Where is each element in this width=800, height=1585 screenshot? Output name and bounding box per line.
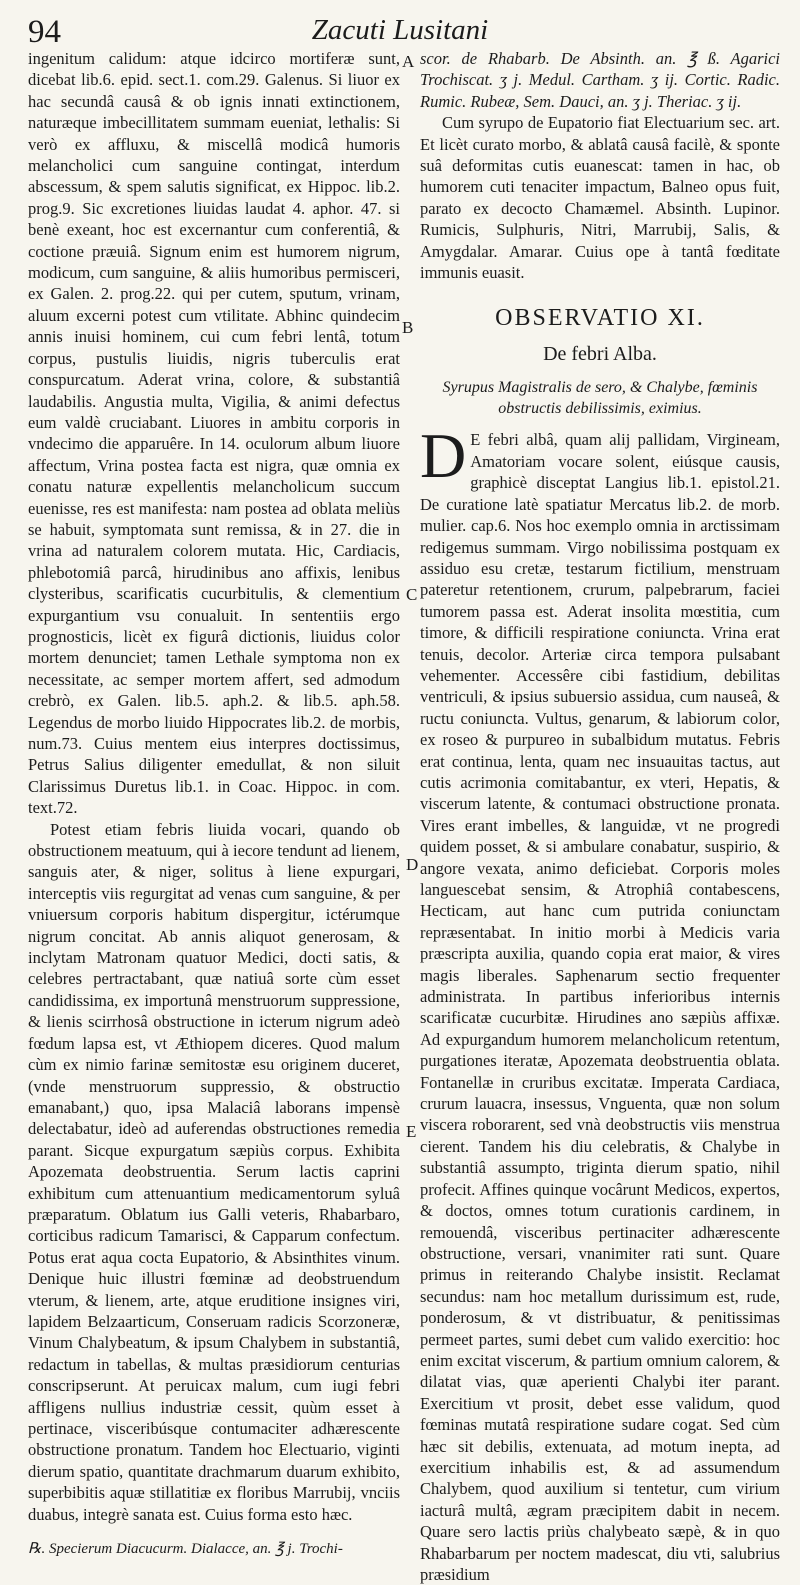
- observation-body: [420, 420, 780, 1585]
- margin-letter-a: A: [402, 52, 415, 71]
- right-column: [420, 48, 780, 1585]
- left-paragraph-2: Potest etiam febris liuida vocari, quando ob obstructionem meatuum, qui à iecore tendunt ad lienem, sanguis ater, & niger, solitus à liene expurgari, interceptis viis regurgitat ad venas cum sanguine, & per vniuersum corporis habitum dispergitur, ictérumque nigrum concitat. Ab annis aliquot generosam, & inclytam Matronam quatuor Medici, docti satis, & celebres pertractabant, quæ natiuâ sorte cùm esset candidissima, ex importunâ menstruorum suppressione, & lienis scirrhosâ obstructione in icterum nigrum adeò fœdum lapsa est, vt Æthiopem diceres. Quod malum cùm ex nimio farinæ semitostæ esu originem duceret, (vnde menstruorum suppressio, & obstructio emanabant,) quo, ipsa Malaciâ laborans impensè delectabatur, ideò ad auferendas obstructiones remedia parant. Sicque expurgatum sæpiùs corpus. Exhibita Apozemata deobstruentia. Serum lactis caprini exhibitum cum attenuantium medicamentorum syluâ præparatum. Oblatum ius Galli veteris, Rhabarbaro, corticibus radicum Tamarisci, & Capparum confectum. Potus erat aqua cocta Eupatorio, & Absinthites vinum. Denique huic illustri fœminæ ad deobstruendum vterum, & lienem, arte, atque eruditione insignes viri, lapidem Belzaarticum, Conseruam radicis Scorzoneræ, Vinum Chalybeatum, & ipsum Chalybem in substantiâ, redactum in tabellas, & multas præsidiorum centurias conscripserunt. At peruicax malum, cum iugi febri affligens nullius industriæ cessit, quùm esset à pertinace, visceribúsque contumaciter adhærescente obstructione pronatum. Tandem hoc Electuario, viginti dierum spatio, quantitate drachmarum duarum exhibito, superbibitis aquæ stillatitiæ ex floribus Marrubij, vnciis duabus, integrè sanata est. Cuius forma esto hæc.: [28, 819, 400, 1524]
- page-number: 94: [28, 14, 61, 50]
- margin-letter-e: E: [406, 1122, 417, 1141]
- margin-letter-d: D: [406, 855, 419, 874]
- left-paragraph-1: ingenitum calidum: atque idcirco mortiferæ sunt, dicebat lib.6. epid. sect.1. com.29. Galenus. Si liuor ex hac secundâ causâ & ob ignis innati extinctionem, naturæque imbecillitatem summam eueniat, lethalis: Si verò ex affluxu, & miscellâ modicâ humoris melancholici cum sanguine contingat, interdum abscessum, & spem salutis significat, ex Hippoc. lib.2. prog.9. Sic excretiones liuidas laudat 4. aphor. 47. si benè exeant, hoc est excernantur cum conferentiâ, & coctione præuiâ. Signum enim est humorem nigrum, modicum, cum sanguine, & aliis humoribus permisceri, ex Galen. 2. prog.22. qui per cutem, sputum, vrinam, aluum excerni potest cum vtilitate. Abhinc quindecim annis inuisi hominem, cui cum febri lentâ, totum corpus, pustulis liuidis, nigris tuberculis erat conspurcatum. Aderat vrina, colore, & substantiâ laudabilis. Angustia multa, Vigilia, & animi defectus eum valdè cruciabant. Liuores in ambitu corporis in vndecimo die apparuêre. In 14. oculorum album liuore affectum, Vrina postea facta est nigra, quæ omnia ex conatu naturæ expellentis melancholicum succum euenisse, res est manifesta: nam postea ad oblata meliùs se habuit, symptomata sunt remissa, & in 27. die in vrina ad naturalem colorem mutata. Hic, Cardiacis, phlebotomiâ parcâ, hirudinibus ano affixis, lenibus clysteribus, scarificatis cucurbitulis, & clementium expurgantium vsu conualuit. In sententiis ergo prognosticis, licèt ex figurâ dictionis, liuidus color mortem denunciet; tamen Lethale symptoma non ex necessitate, ac semper mortem affert, sed admodum crebrò, ex Galen. lib.5. aph.2. & lib.5. aph.58. Legendus de morbo liuido Hippocrates lib.2. de morbis, num.73. Cuius mentem eius interpres doctissimus, Petrus Salius diligenter emedullat, & non siluit Clarissimus Duretus lib.1. in Coac. Hippoc. in com. text.72.: [28, 49, 400, 818]
- observation-title: OBSERVATIO XI.: [495, 305, 705, 332]
- recipe-formula: ℞. Specierum Diacucurm. Dialacce, an. ℥ j. Trochi-: [28, 1541, 343, 1558]
- observation-text: E febri albâ, quam alij pallidam, Virgineam, Amatoriam vocare solent, eiúsque causis, graphicè disceptat Langius lib.1. epistol.21. De curatione latè spatiatur Mercatus lib.2. de morb. mulier. cap.6. Nos hoc exemplo omnia in arctissimam redigemus summam. Virgo nobilissima postquam ex assiduo esu cretæ, testarum fictilium, menstruam pateretur retentionem, crurum, palpebrarum, faciei tumorem passa est. Aderat insolita mœstitia, cum timore, & difficili respiratione coniuncta. Vrina erat tenuis, decolor. Arteriæ circa tempora pulsabant vehementer. Accessêre cibi fastidium, debilitas ventriculi, & ipsius subuersio assidua, cum nauseâ, & ructu coniuncta. Vultus, genarum, & labiorum color, ex roseo & purpureo in subalbidum mutatus. Febris erat continua, lenta, quam nec insuauitas tactus, aut cutis acrimonia comitabantur, ex vteri, Hepatis, & viscerum latente, & contumaci obstructione pronata. Vires erant imbelles, & languidæ, vt ne progredi quidem posset, & si ambulare conabatur, suspirio, & angore vexata, animo deficiebat. Corporis moles languescebat sensim, & Atrophiâ contabescens, Hecticam, aut hanc cum putrida coniunctam repræsentabat. In initio morbi à Medicis varia præscripta auxilia, quando copia erat maior, & vires magis liberales. Saphenarum sectio frequenter administrata. In partibus inferioribus internis scarificatæ cucurbitæ. Hirudines ano sæpiùs affixæ. Ad expurgandum humorem melancholicum retentum, purgationes iteratæ, Apozemata deobstruentia oblata. Fontanellæ in cruribus excitatæ. Imperata Cardiaca, crurum lauacra, insessus, Vnguenta, quæ non solum viscera roborarent, sed vnà deobstructis viis menstrua cierent. Tandem his diu celebratis, & Chalybe in substantiâ assumpto, triginta dierum spatio, nihil profecit. Affines quinque vocârunt Medicos, expertos, & doctos, omnes totum curationis cardinem, in remouendâ, visceribus pertinaciter adhærescente obstructione, versari, vnanimiter rati sunt. Quare primus in reiterando Chalybe insistit. Reclamat secundus: nam hoc metallum durissimum est, rude, ponderosum, & vt distribuatur, & penitissimas permeet partes, sumi debet cum valido exercitio: hoc enim excitat viscerum, & partium omnium calorem, & dilatat vias, quæ aperienti Chalybi iter parant. Exercitium vt prosit, debet esse validum, quod fœminas mutatâ respiratione sudare cogat. Sed cùm hæc sit debilis, extenuata, ad motum inepta, ad exercitium inhabilis est, & ad assumendum Chalybem, quod auxilium si tentetur, cum virium iacturâ multâ, ægram præcipitem dabit in necem. Quare sero lactis priùs chalybeato sæpè, & in quo Rhabarbarum per noctem madescat, diu vti, salubrius præsidium: [420, 430, 780, 1584]
- left-column: [28, 48, 400, 1560]
- recipe-heading: Syrupus Magistralis de sero, & Chalybe, fœminis obstructis debilissimis, eximius.: [442, 379, 758, 418]
- observation-subtitle: De febri Alba.: [543, 343, 657, 366]
- drop-cap: D: [420, 420, 467, 492]
- margin-letter-b: B: [402, 318, 414, 337]
- right-paragraph-1: Cum syrupo de Eupatorio fiat Electuarium sec. art. Et licèt curato morbo, & ablatâ causâ facilè, & sponte suâ deformitas cutis euanescat: tamen in hac, ob humorem cuti tenaciter impactum, Balneo opus fuit, parato ex decocto Chamæmel. Absinth. Lupinor. Rumicis, Sulphuris, Nitri, Marrubij, Salis, & Amygdalar. Amarar. Cuius ope à tantâ fœditate immunis euasit.: [420, 113, 780, 283]
- recipe-continuation: scor. de Rhabarb. De Absinth. an. ℥ ß. Agarici Trochiscat. ʒ j. Medul. Cartham. ʒ ij. Cortic. Radic. Rumic. Rubeæ, Sem. Dauci, an. ʒ j. Theriac. ʒ ij.: [420, 49, 780, 111]
- running-head: Zacuti Lusitani: [311, 14, 489, 46]
- margin-letter-c: C: [406, 585, 418, 604]
